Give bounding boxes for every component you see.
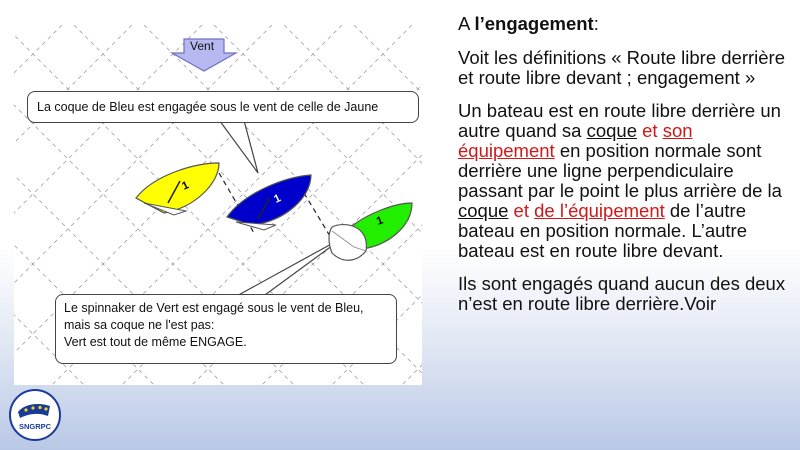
para2-red-2: et [513,200,535,221]
paragraph-definitions: Voit les définitions « Route libre derrière et route libre devant ; engagement » [458,47,786,88]
club-logo-icon [8,388,62,442]
paragraph-route-libre [458,101,788,261]
text-panel [458,14,788,327]
boat-green-number: 1 [374,214,385,228]
slide-heading [458,14,788,34]
para2-text-5: de l’autre bateau en position normale. L’autre bateau est en route libre devant. [458,200,748,261]
heading-bold: l’engagement [474,13,594,34]
rule-diagram [14,25,422,385]
para2-underline-coque-2: coque [458,200,509,221]
callout-bottom [55,294,397,364]
boat-blue [227,175,311,230]
boat-yellow-number: 1 [180,179,191,193]
callout-bottom-line-1: Le spinnaker de Vert est engagé sous le vent de Bleu, [64,301,364,315]
boat-blue-number: 1 [272,192,283,206]
callout-bottom-line-3: Vert est tout de même ENGAGE. [64,335,247,349]
para2-red-1: et [642,120,663,141]
wind-label: Vent [190,39,215,53]
para2-red-underline-2: de l’équipement [534,200,665,221]
para2-red-underline-1: son équipement [458,120,693,161]
para2-underline-coque-1: coque [586,120,637,141]
para2-text-1: Un bateau est en route libre derrière un autre quand sa [458,100,781,141]
heading-prefix: A [458,13,475,34]
callout-top-text: La coque de Bleu est engagée sous le vent de celle de Jaune [37,100,379,114]
club-logo [8,388,62,442]
club-logo-text: SNGRPC [18,422,52,431]
heading-suffix: : [593,13,599,34]
callout-bottom-line-2: mais sa coque ne l'est pas: [64,318,215,332]
callout-top [27,91,419,123]
boat-yellow [136,163,219,215]
paragraph-engages: Ils sont engagés quand aucun des deux n’est en route libre derrière.Voir [458,273,786,314]
para2-text-3: en position normale sont derrière une ligne perpendiculaire passant par le point le plus arrière de la [458,140,782,201]
